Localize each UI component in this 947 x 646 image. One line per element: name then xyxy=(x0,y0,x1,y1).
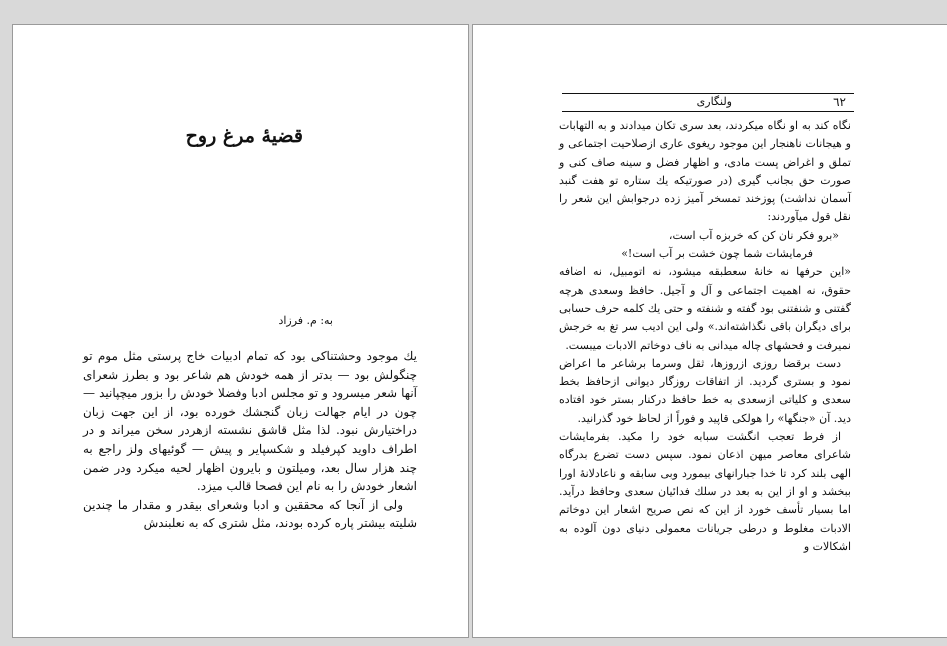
verse-line: «برو فکر نان کن که خربزه آب است، xyxy=(668,228,839,242)
paragraph: دست برقضا روزی ازروزها، ثقل وسرما برشاعر ما اعراض نمود و بستری گردید. از اتفاقات روزگار دیوانی ازحافظ بخط سعدی و کلیاتی ازسعدی به خط حافظ درکنار بستر خود افتاده دید. آن «جنگها» را هولکی قاپید و فوراً از لحاظ خود گذرانید. xyxy=(559,356,851,425)
paragraph: ولی از آنجا که محققین و ادبا وشعرای بیقدر و مقدار ما چندین شلیته بیشتر پاره کرده بودند، مثل شتری که به نعلبندش xyxy=(83,497,417,531)
right-page xyxy=(472,24,947,638)
chapter-title: قضيهٔ مرغ روح xyxy=(185,125,303,147)
paragraph: یك موجود وحشتناکی بود که تمام ادبیات خاج پرستی مثل موم تو چنگولش بود — بدتر از همه خودش هم شاعر بود و بطرز شعرای آنها شعر میسرود و تو مجلس ادبا وفضلا خودش را بزور میچپانید — چون در ایام جهالت زبان گنجشك خورده بود، از این جهت زبان دراختیارش نبود. لذا مثل قاشق نشسته ازهردر سخن میراند و در اطراف داوید کپرفیلد و شکسپایر و پیش — گوئیهای ولز راجع به چند هزار سال بعد، ومیلتون و بایرون اظهار لحیه میکرد ودر ضمن اشعار خودش را به نام این فصحا قالب میزد. xyxy=(83,349,417,494)
running-header xyxy=(562,93,854,112)
running-title: ولنگاری xyxy=(696,95,732,108)
page-number: ٦٢ xyxy=(833,95,846,109)
author-byline: به: م. فرزاد xyxy=(278,314,333,327)
paragraph: از فرط تعجب انگشت سبابه خود را مکید. بفرمایشات شاعرای معاصر میهن اذعان نمود. سپس دست تضرع بدرگاه الهی بلند کرد تا خدا جبارانهای بیمورد وبی سابقه و ناعادلانهٔ اورا ببخشد و او از این به بعد در سلك فدائیان سعدی وحافظ درآید. اما بسیار تأسف خورد از این که نص صریح اشعار این دوخاتم الادبات مغلوط و درطی جریانات معمولی دنیای دون آلوده به اشکالات و xyxy=(559,430,851,553)
verse-line: فرمایشات شما چون خشت بر آب است!» xyxy=(621,247,813,261)
paragraph: «این حرفها نه خانهٔ سعطبقه میشود، نه اتومبیل، نه اضافه حقوق، نه اهمیت اجتماعی و آل و آجیل. حافظ وسعدی هرچه گفتنی و شنفتنی بود گفته و شنفته و حتی یك کلمه حرف حسابی برای دیگران باقی نگذاشته‌اند.» ولی این ادیب سر تغ به خرجش نمیرفت و فحشهای چاله میدانی به ناف دوخاتم الادبات میبست. xyxy=(559,265,851,352)
right-page-body xyxy=(559,117,851,556)
left-page xyxy=(12,24,469,638)
paragraph: نگاه کند به او نگاه میکردند، بعد سری تکان میدادند و به التهابات و هیجانات ناهنجار این موجود ریغوی عاری ازصلاحیت اجتماعی و تملق و اغراض پست مادی، و اظهار فضل و سینه صاف کنی و صورت حق بجانب گیری (در صورتیکه یك ستاره تو هفت گنبد آسمان نداشت) پوزخند تمسخر آمیز زده درجوابش این شعر را نقل قول میآوردند: xyxy=(559,119,851,224)
left-page-body xyxy=(83,347,417,533)
verse-quote xyxy=(559,227,851,264)
